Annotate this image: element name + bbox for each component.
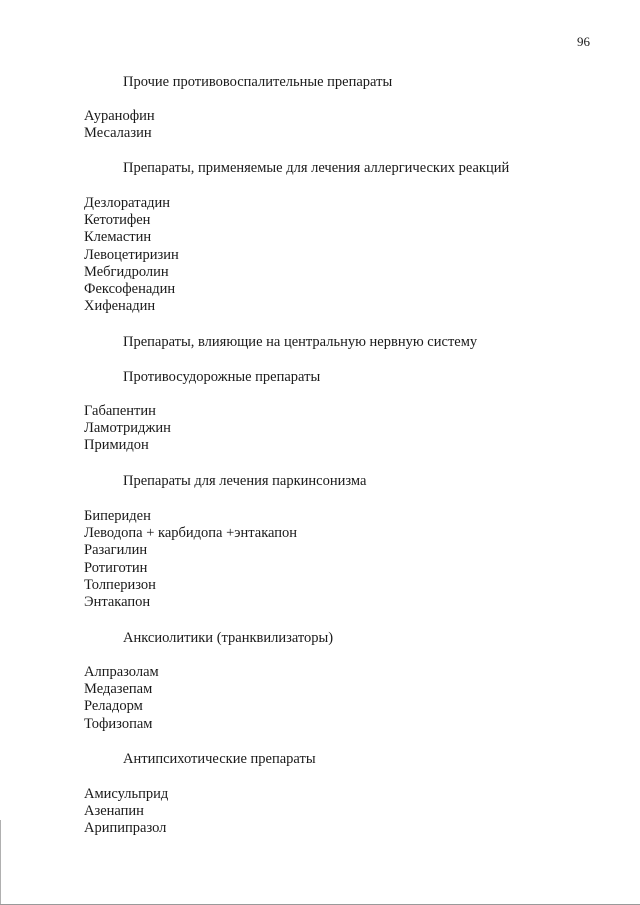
drug-list (84, 403, 171, 455)
list-item: Алпразолам (84, 664, 159, 680)
scan-edge-left (0, 820, 1, 905)
drug-list (84, 195, 179, 315)
list-item: Реладорм (84, 698, 143, 715)
list-item: Месалазин (84, 125, 152, 142)
list-item: Тофизопам (84, 715, 153, 732)
section-heading: Противосудорожные препараты (123, 369, 321, 385)
section-heading: Антипсихотические препараты (123, 751, 316, 767)
list-item: Примидон (84, 437, 149, 454)
list-item: Ауранофин (84, 108, 155, 124)
list-item: Левоцетиризин (84, 246, 179, 263)
list-item: Леводопа + карбидопа +энтакапон (84, 525, 298, 542)
list-item: Кетотифен (84, 212, 151, 229)
section-heading: Анксиолитики (транквилизаторы) (123, 630, 334, 646)
list-item: Мебгидролин (84, 263, 169, 280)
page-number: 96 (577, 34, 590, 49)
section-heading: Прочие противовоспалительные препараты (123, 74, 393, 90)
list-item: Медазепам (84, 681, 153, 698)
list-item: Амисульприд (84, 786, 169, 802)
list-item: Ротиготин (84, 559, 148, 576)
list-item: Фексофенадин (84, 280, 176, 297)
list-item: Габапентин (84, 403, 156, 419)
list-item: Бипериден (84, 508, 151, 524)
list-item: Ламотриджин (84, 420, 171, 437)
drug-list (84, 108, 155, 142)
section-heading: Препараты, применяемые для лечения аллергических реакций (123, 160, 510, 176)
list-item: Клемастин (84, 229, 152, 246)
list-item: Энтакапон (84, 593, 151, 610)
section-heading: Препараты для лечения паркинсонизма (123, 473, 367, 489)
list-item: Толперизон (84, 576, 156, 593)
list-item: Арипипразол (84, 820, 167, 837)
drug-list (84, 508, 297, 611)
drug-list (84, 786, 168, 838)
list-item: Хифенадин (84, 298, 156, 315)
list-item: Азенапин (84, 803, 144, 820)
section-heading: Препараты, влияющие на центральную нервную систему (123, 334, 478, 350)
list-item: Дезлоратадин (84, 195, 171, 211)
drug-list (84, 664, 159, 733)
list-item: Разагилин (84, 542, 148, 559)
